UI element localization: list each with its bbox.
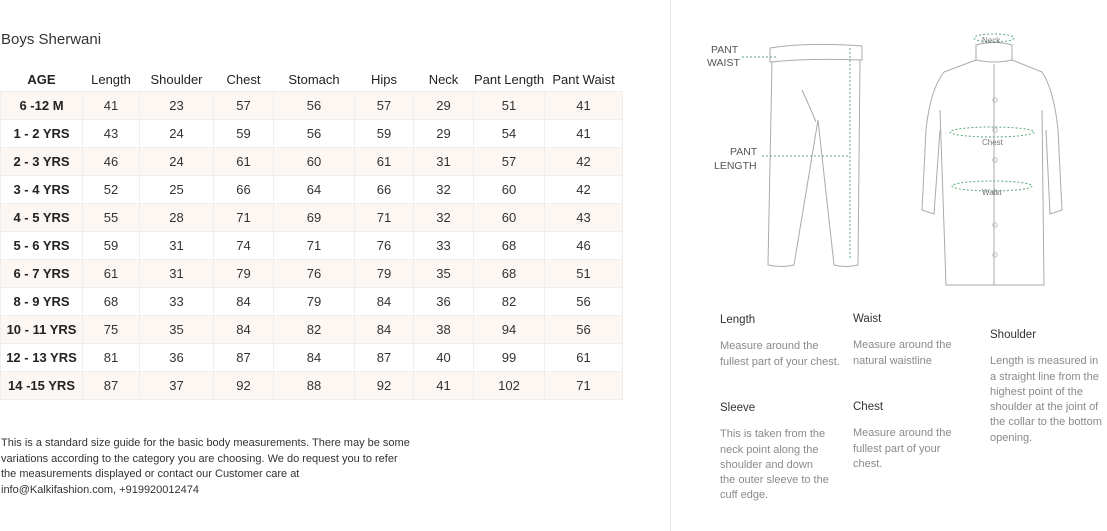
guide-length-text: Measure around the fullest part of your chest. — [720, 340, 840, 368]
table-cell: 51 — [545, 260, 623, 288]
table-cell: 61 — [83, 260, 140, 288]
table-cell: 51 — [474, 92, 545, 120]
age-cell: 14 -15 YRS — [1, 372, 83, 400]
table-cell: 29 — [414, 120, 474, 148]
table-cell: 57 — [355, 92, 414, 120]
guide-waist-heading: Waist — [853, 313, 882, 325]
table-cell: 87 — [355, 344, 414, 372]
pant-length-label-2: LENGTH — [714, 160, 757, 172]
pant-waist-label-2: WAIST — [707, 57, 740, 69]
chest-measure-ring — [950, 127, 1034, 137]
column-header-shoulder: Shoulder — [150, 72, 203, 87]
table-cell: 28 — [140, 204, 214, 232]
column-header-age: AGE — [27, 72, 56, 87]
table-cell: 41 — [545, 120, 623, 148]
table-cell: 36 — [414, 288, 474, 316]
age-cell: 2 - 3 YRS — [1, 148, 83, 176]
table-cell: 56 — [274, 92, 355, 120]
table-row — [1, 148, 623, 176]
table-cell: 61 — [355, 148, 414, 176]
table-cell: 23 — [140, 92, 214, 120]
column-header-hips: Hips — [370, 72, 397, 87]
table-cell: 94 — [474, 316, 545, 344]
table-cell: 92 — [355, 372, 414, 400]
age-cell: 3 - 4 YRS — [1, 176, 83, 204]
table-cell: 59 — [83, 232, 140, 260]
table-cell: 35 — [140, 316, 214, 344]
table-row — [1, 120, 623, 148]
table-cell: 79 — [274, 288, 355, 316]
table-row — [1, 260, 623, 288]
table-cell: 76 — [355, 232, 414, 260]
column-header-length: Length — [91, 72, 131, 87]
table-cell: 41 — [414, 372, 474, 400]
table-cell: 33 — [140, 288, 214, 316]
guide-shoulder — [990, 328, 1107, 446]
guide-chest — [853, 400, 953, 472]
table-cell: 66 — [355, 176, 414, 204]
table-cell: 68 — [83, 288, 140, 316]
table-cell: 84 — [214, 316, 274, 344]
table-cell: 87 — [83, 372, 140, 400]
table-cell: 46 — [83, 148, 140, 176]
table-cell: 61 — [214, 148, 274, 176]
waist-label: Waist — [982, 188, 1002, 197]
column-header-pant-length: Pant Length — [473, 72, 545, 87]
guide-sleeve — [720, 401, 830, 504]
table-cell: 71 — [545, 372, 623, 400]
size-chart-body — [1, 92, 623, 400]
table-cell: 81 — [83, 344, 140, 372]
guide-sleeve-heading: Sleeve — [720, 402, 756, 414]
chest-label: Chest — [982, 138, 1003, 147]
table-row — [1, 92, 623, 120]
table-cell: 54 — [474, 120, 545, 148]
table-cell: 87 — [214, 344, 274, 372]
table-cell: 24 — [140, 148, 214, 176]
table-cell: 40 — [414, 344, 474, 372]
table-cell: 60 — [274, 148, 355, 176]
table-cell: 38 — [414, 316, 474, 344]
table-row — [1, 232, 623, 260]
guide-length — [720, 313, 840, 370]
guide-chest-text: Measure around the fullest part of your chest. — [853, 427, 952, 470]
table-cell: 29 — [414, 92, 474, 120]
table-cell: 41 — [545, 92, 623, 120]
table-cell: 43 — [545, 204, 623, 232]
page-title: Boys Sherwani — [1, 31, 102, 48]
age-cell: 6 - 7 YRS — [1, 260, 83, 288]
age-cell: 6 -12 M — [1, 92, 83, 120]
guide-chest-heading: Chest — [853, 401, 884, 413]
table-cell: 71 — [274, 232, 355, 260]
table-cell: 59 — [214, 120, 274, 148]
table-row — [1, 316, 623, 344]
table-cell: 99 — [474, 344, 545, 372]
table-cell: 69 — [274, 204, 355, 232]
table-cell: 42 — [545, 176, 623, 204]
age-cell: 1 - 2 YRS — [1, 120, 83, 148]
neck-label: Neck — [982, 36, 1001, 45]
table-cell: 32 — [414, 176, 474, 204]
table-cell: 31 — [140, 232, 214, 260]
column-header-neck: Neck — [428, 72, 459, 87]
table-cell: 71 — [355, 204, 414, 232]
table-cell: 33 — [414, 232, 474, 260]
table-cell: 75 — [83, 316, 140, 344]
table-cell: 32 — [414, 204, 474, 232]
guide-sleeve-text: This is taken from the neck point along the shoulder and down the outer sleeve to the cuff edge. — [720, 428, 829, 502]
table-cell: 57 — [214, 92, 274, 120]
table-cell: 68 — [474, 260, 545, 288]
table-cell: 57 — [474, 148, 545, 176]
age-cell: 5 - 6 YRS — [1, 232, 83, 260]
sherwani-buttons — [993, 98, 997, 257]
guide-waist-text: Measure around the natural waistline — [853, 339, 952, 367]
measurement-illustration — [690, 20, 1090, 300]
size-chart-table — [0, 50, 623, 400]
table-cell: 76 — [274, 260, 355, 288]
table-cell: 84 — [355, 288, 414, 316]
sherwani-drawing — [922, 43, 1062, 286]
guide-shoulder-text: Length is measured in a straight line from the highest point of the shoulder at the joint of the collar to the bottom opening. — [990, 355, 1102, 444]
table-cell: 60 — [474, 176, 545, 204]
size-guide-note: This is a standard size guide for the basic body measurements. There may be some variations according to the category you are choosing. We do request you to refer the measurements displayed or contact our Customer care at info@Kalkifashion.com, +919920012474 — [1, 437, 410, 496]
table-cell: 59 — [355, 120, 414, 148]
size-chart-header — [1, 50, 623, 92]
table-cell: 92 — [214, 372, 274, 400]
table-cell: 102 — [474, 372, 545, 400]
table-row — [1, 372, 623, 400]
table-cell: 60 — [474, 204, 545, 232]
table-cell: 84 — [355, 316, 414, 344]
table-cell: 71 — [214, 204, 274, 232]
table-cell: 52 — [83, 176, 140, 204]
table-cell: 79 — [355, 260, 414, 288]
age-cell: 12 - 13 YRS — [1, 344, 83, 372]
pant-length-label-1: PANT — [730, 146, 758, 158]
table-cell: 31 — [140, 260, 214, 288]
table-cell: 79 — [214, 260, 274, 288]
table-cell: 82 — [274, 316, 355, 344]
table-row — [1, 288, 623, 316]
table-cell: 55 — [83, 204, 140, 232]
table-cell: 88 — [274, 372, 355, 400]
table-cell: 61 — [545, 344, 623, 372]
table-row — [1, 204, 623, 232]
table-cell: 41 — [83, 92, 140, 120]
table-cell: 84 — [274, 344, 355, 372]
column-header-chest: Chest — [226, 72, 261, 87]
table-cell: 24 — [140, 120, 214, 148]
guide-length-heading: Length — [720, 314, 756, 326]
table-cell: 82 — [474, 288, 545, 316]
table-cell: 84 — [214, 288, 274, 316]
age-cell: 10 - 11 YRS — [1, 316, 83, 344]
pants-drawing — [768, 44, 862, 266]
table-cell: 74 — [214, 232, 274, 260]
column-header-pant-waist: Pant Waist — [552, 72, 615, 87]
table-cell: 43 — [83, 120, 140, 148]
table-cell: 68 — [474, 232, 545, 260]
table-cell: 66 — [214, 176, 274, 204]
section-divider — [670, 0, 671, 531]
table-cell: 56 — [274, 120, 355, 148]
table-cell: 46 — [545, 232, 623, 260]
table-cell: 36 — [140, 344, 214, 372]
guide-shoulder-heading: Shoulder — [990, 329, 1037, 341]
table-cell: 37 — [140, 372, 214, 400]
table-cell: 56 — [545, 288, 623, 316]
table-cell: 35 — [414, 260, 474, 288]
guide-waist — [853, 312, 968, 369]
pant-waist-label-1: PANT — [711, 44, 739, 56]
table-cell: 64 — [274, 176, 355, 204]
column-header-stomach: Stomach — [288, 72, 340, 87]
age-cell: 8 - 9 YRS — [1, 288, 83, 316]
table-cell: 56 — [545, 316, 623, 344]
table-cell: 42 — [545, 148, 623, 176]
table-row — [1, 344, 623, 372]
table-cell: 31 — [414, 148, 474, 176]
age-cell: 4 - 5 YRS — [1, 204, 83, 232]
table-cell: 25 — [140, 176, 214, 204]
table-row — [1, 176, 623, 204]
